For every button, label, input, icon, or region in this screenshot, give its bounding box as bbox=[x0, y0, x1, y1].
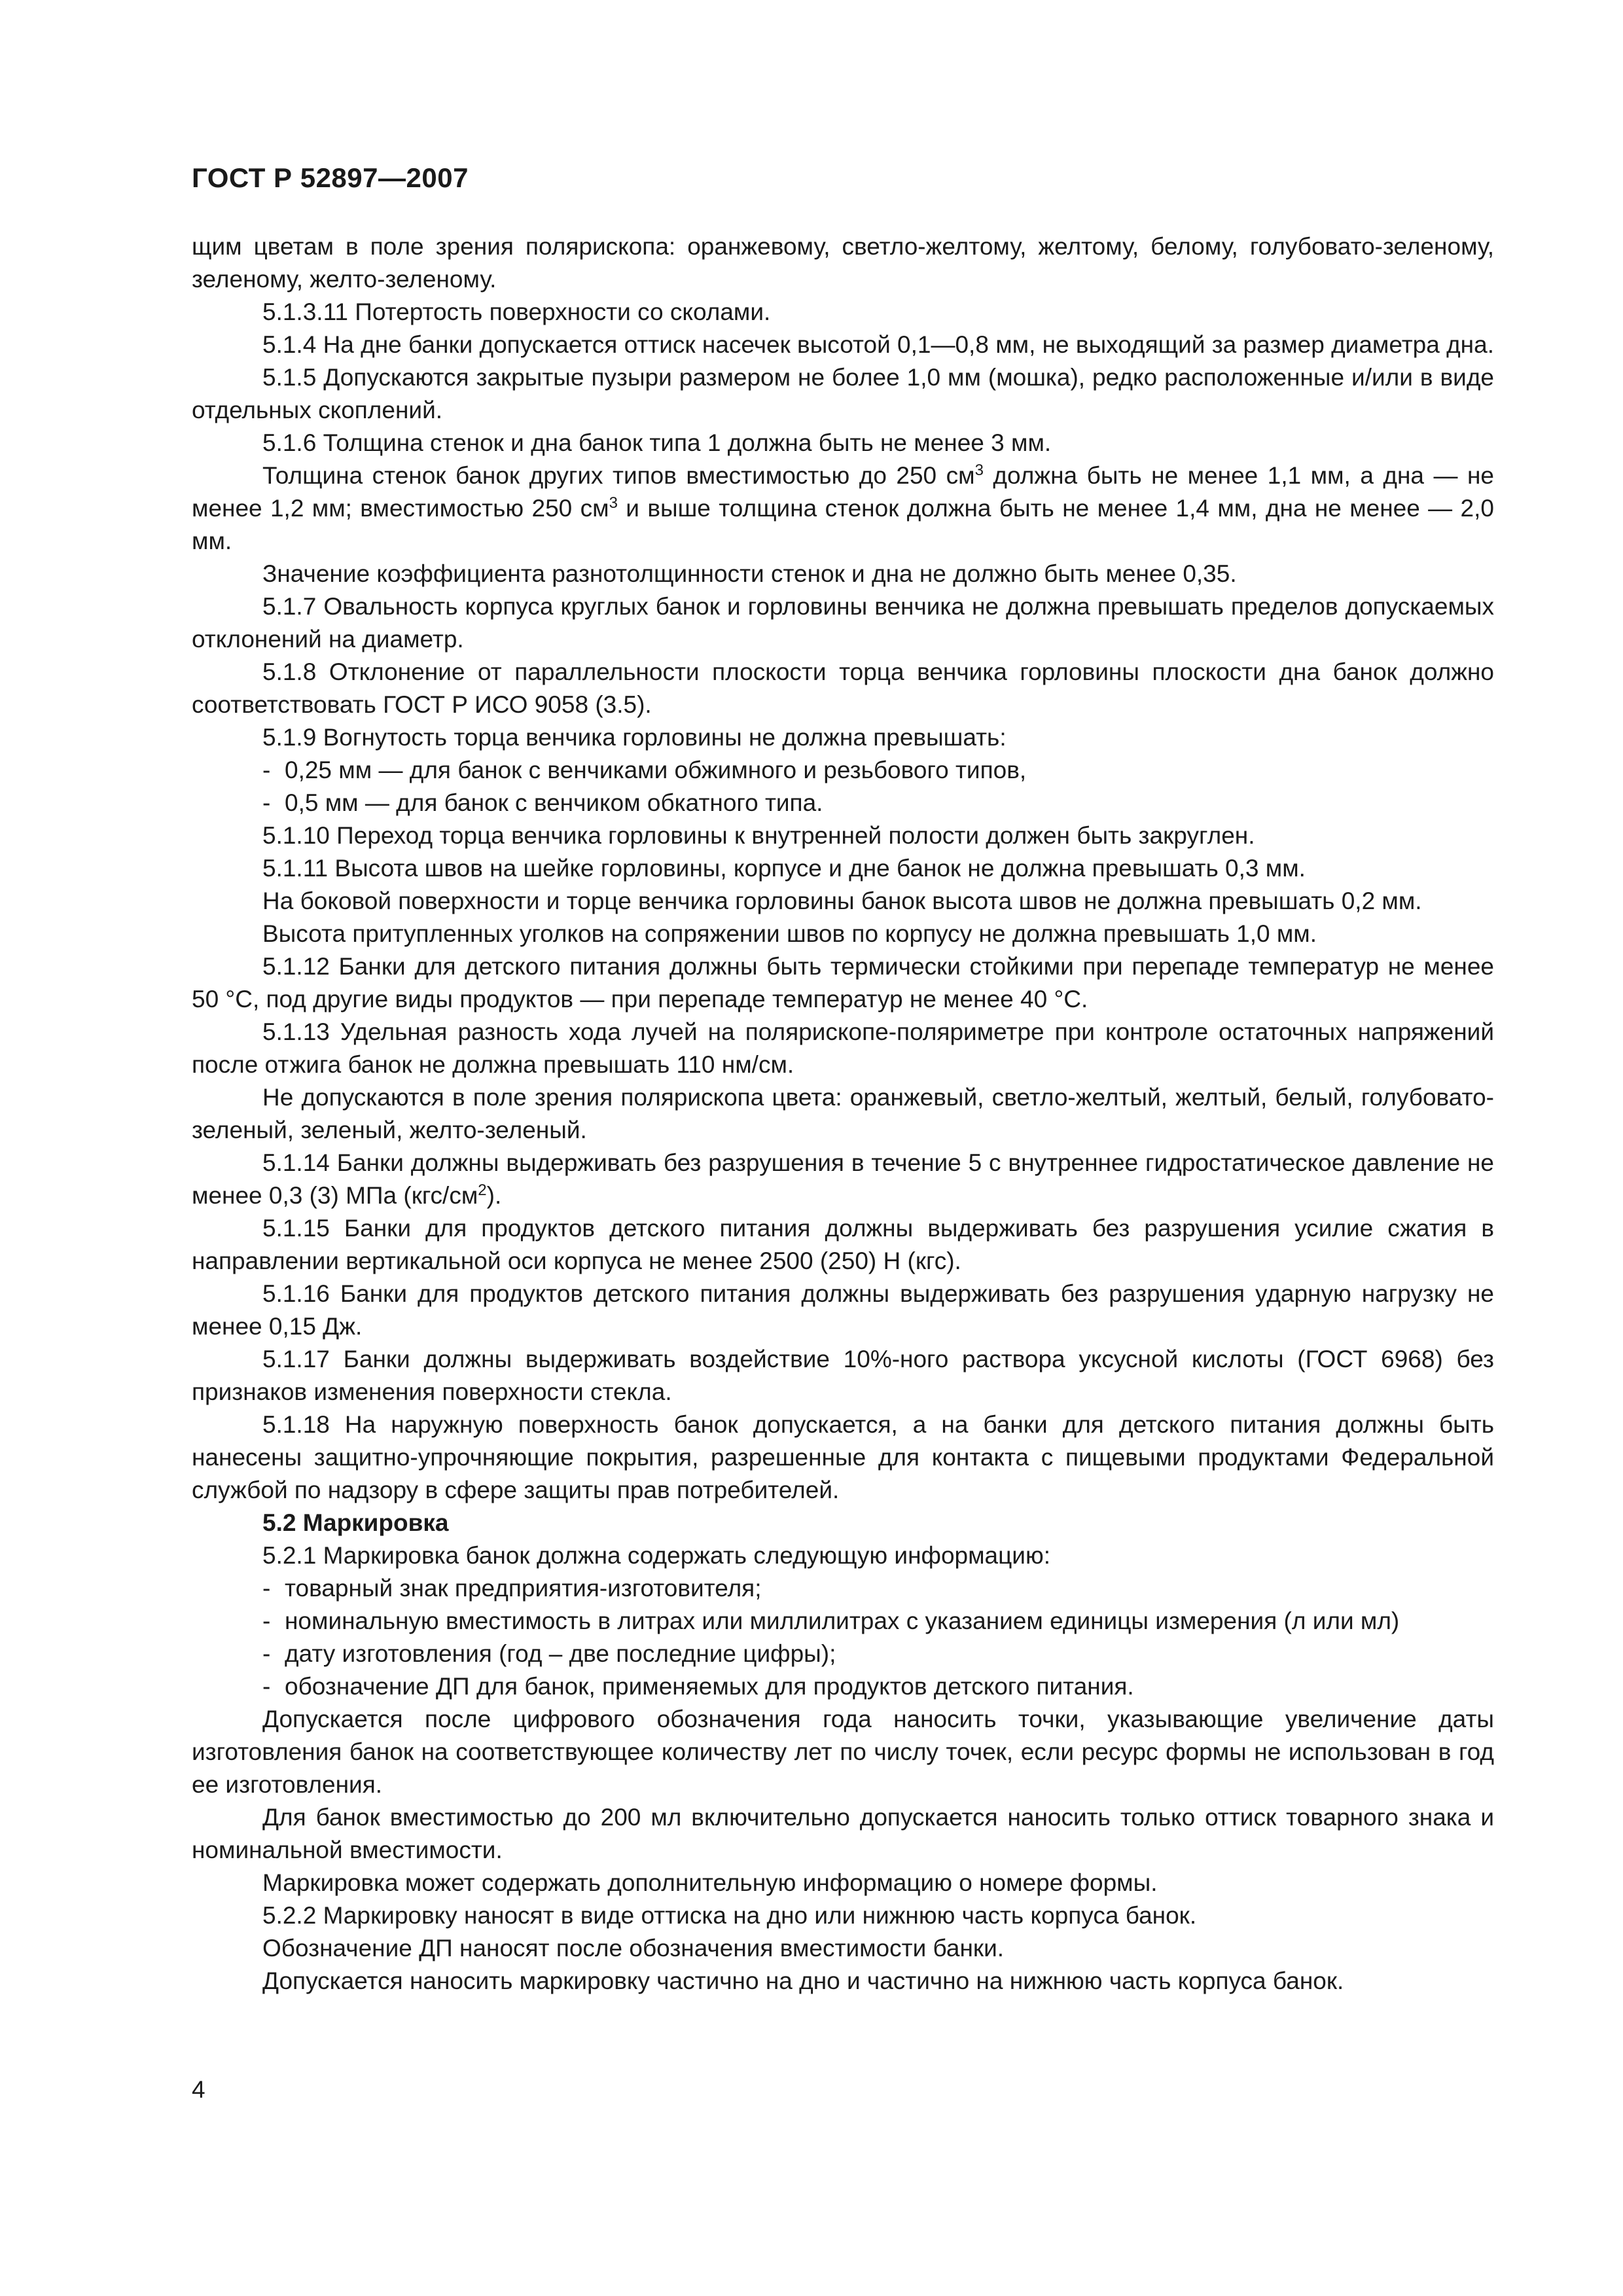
clause-5-2-2: 5.2.2 Маркировку наносят в виде оттиска на дно или нижнюю часть корпуса банок. bbox=[262, 1902, 1197, 1929]
clause-5-1-4: 5.1.4 На дне банки допускается оттиск насечек высотой 0,1—0,8 мм, не выходящий за размер диаметра дна. bbox=[262, 331, 1494, 358]
text-run: должна быть не менее 1,1 мм, а дна — не менее 1,2 мм; вместимостью 250 см bbox=[192, 462, 1495, 522]
clause-5-1-17: 5.1.17 Банки должны выдерживать воздействие 10%-ного раствора уксусной кислоты (ГОСТ 6968) без признаков изменения поверхности стекла. bbox=[192, 1346, 1494, 1405]
standard-code-header: ГОСТ Р 52897—2007 bbox=[192, 162, 469, 193]
paragraph: Для банок вместимостью до 200 мл включительно допускается наносить только оттиск товарного знака и номинальной вместимости. bbox=[192, 1804, 1494, 1863]
list-dash: - bbox=[262, 1607, 271, 1634]
clause-5-1-5: 5.1.5 Допускаются закрытые пузыри размером не более 1,0 мм (мошка), редко расположенные и/или в виде отдельных скоплений. bbox=[192, 364, 1494, 423]
text-run: и выше толщина стенок должна быть не менее 1,4 мм, дна не менее — 2,0 мм. bbox=[192, 495, 1494, 554]
section-heading-5-2: 5.2 Маркировка bbox=[262, 1509, 449, 1536]
clause-5-1-12: 5.1.12 Банки для детского питания должны быть термически стойкими при перепаде температур не менее 50 °С, под другие виды продуктов — при перепаде температур не менее 40 °С. bbox=[192, 953, 1494, 1013]
paragraph: Обозначение ДП наносят после обозначения вместимости банки. bbox=[262, 1935, 1005, 1962]
text-run: ). bbox=[486, 1182, 502, 1209]
paragraph: Высота притупленных уголков на сопряжении швов по корпусу не должна превышать 1,0 мм. bbox=[262, 920, 1317, 947]
list-item bbox=[192, 1572, 1494, 1605]
list-item-text: товарный знак предприятия-изготовителя; bbox=[285, 1575, 762, 1602]
list-dash: - bbox=[262, 789, 271, 816]
clause-5-1-9: 5.1.9 Вогнутость торца венчика горловины не должна превышать: bbox=[262, 724, 1007, 751]
paragraph: На боковой поверхности и торце венчика горловины банок высота швов не должна превышать 0,2 мм. bbox=[262, 888, 1422, 914]
list-dash: - bbox=[262, 1640, 271, 1667]
list-item bbox=[192, 754, 1494, 787]
list-item bbox=[192, 1670, 1494, 1703]
text-run: Толщина стенок банок других типов вместимостью до 250 см bbox=[262, 462, 975, 489]
page-number: 4 bbox=[192, 2076, 205, 2103]
paragraph-wall-thickness bbox=[192, 459, 1494, 558]
document-body bbox=[192, 230, 1494, 1998]
superscript: 3 bbox=[974, 461, 984, 479]
clause-5-1-11: 5.1.11 Высота швов на шейке горловины, корпусе и дне банок не должна превышать 0,3 мм. bbox=[262, 855, 1306, 882]
clause-5-1-15: 5.1.15 Банки для продуктов детского питания должны выдерживать без разрушения усилие сжатия в направлении вертикальной оси корпуса не менее 2500 (250) Н (кгс). bbox=[192, 1215, 1494, 1274]
clause-5-1-8: 5.1.8 Отклонение от параллельности плоскости торца венчика горловины плоскости дна банок должно соответствовать ГОСТ Р ИСО 9058 (3.5). bbox=[192, 658, 1494, 718]
paragraph: Допускается наносить маркировку частично на дно и частично на нижнюю часть корпуса банок. bbox=[262, 1967, 1344, 1994]
list-dash: - bbox=[262, 1673, 271, 1700]
text-run: 5.1.14 Банки должны выдерживать без разрушения в течение 5 с внутреннее гидростатическое давление не менее 0,3 (3) МПа (кгс/см bbox=[192, 1149, 1494, 1209]
paragraph: Не допускаются в поле зрения полярископа цвета: оранжевый, светло-желтый, желтый, белый, голубовато-зеленый, зеленый, желто-зеленый. bbox=[192, 1084, 1494, 1143]
list-item bbox=[192, 1605, 1494, 1638]
clause-5-1-13: 5.1.13 Удельная разность хода лучей на полярископе-поляриметре при контроле остаточных напряжений после отжига банок не должна превышать 110 нм/см. bbox=[192, 1018, 1494, 1078]
paragraph: щим цветам в поле зрения полярископа: оранжевому, светло-желтому, желтому, белому, голубовато-зеленому, зеленому, желто-зеленому. bbox=[192, 233, 1494, 293]
paragraph: Значение коэффициента разнотолщинности стенок и дна не должно быть менее 0,35. bbox=[262, 560, 1237, 587]
clause-5-1-18: 5.1.18 На наружную поверхность банок допускается, а на банки для детского питания должны быть нанесены защитно-упрочняющие покрытия, разрешенные для контакта с пищевыми продуктами Федеральной службой по надзору в сфере защиты прав потребителей. bbox=[192, 1411, 1494, 1503]
clause-5-1-3-11: 5.1.3.11 Потертость поверхности со сколами. bbox=[262, 298, 771, 325]
list-dash: - bbox=[262, 1575, 271, 1602]
list-item-text: номинальную вместимость в литрах или миллилитрах с указанием единицы измерения (л или мл) bbox=[285, 1607, 1400, 1634]
superscript: 3 bbox=[609, 494, 618, 512]
paragraph: Маркировка может содержать дополнительную информацию о номере формы. bbox=[262, 1869, 1158, 1896]
list-item bbox=[192, 787, 1494, 819]
clause-5-1-10: 5.1.10 Переход торца венчика горловины к внутренней полости должен быть закруглен. bbox=[262, 822, 1255, 849]
paragraph: Допускается после цифрового обозначения года наносить точки, указывающие увеличение даты изготовления банок на соответствующее количеству лет по числу точек, если ресурс формы не использован в год ее изготовления. bbox=[192, 1706, 1494, 1798]
list-item-text: 0,25 мм — для банок с венчиками обжимного и резьбового типов, bbox=[285, 757, 1027, 783]
clause-5-1-14 bbox=[192, 1147, 1494, 1212]
clause-5-1-7: 5.1.7 Овальность корпуса круглых банок и горловины венчика не должна превышать пределов допускаемых отклонений на диаметр. bbox=[192, 593, 1494, 653]
clause-5-1-6: 5.1.6 Толщина стенок и дна банок типа 1 должна быть не менее 3 мм. bbox=[262, 429, 1052, 456]
list-dash: - bbox=[262, 757, 271, 783]
list-item-text: обозначение ДП для банок, применяемых для продуктов детского питания. bbox=[285, 1673, 1134, 1700]
clause-5-1-16: 5.1.16 Банки для продуктов детского питания должны выдерживать без разрушения ударную нагрузку не менее 0,15 Дж. bbox=[192, 1280, 1494, 1340]
list-item-text: 0,5 мм — для банок с венчиком обкатного типа. bbox=[285, 789, 823, 816]
list-item bbox=[192, 1638, 1494, 1670]
clause-5-2-1: 5.2.1 Маркировка банок должна содержать следующую информацию: bbox=[262, 1542, 1050, 1569]
list-item-text: дату изготовления (год – две последние цифры); bbox=[285, 1640, 836, 1667]
superscript: 2 bbox=[478, 1181, 487, 1199]
